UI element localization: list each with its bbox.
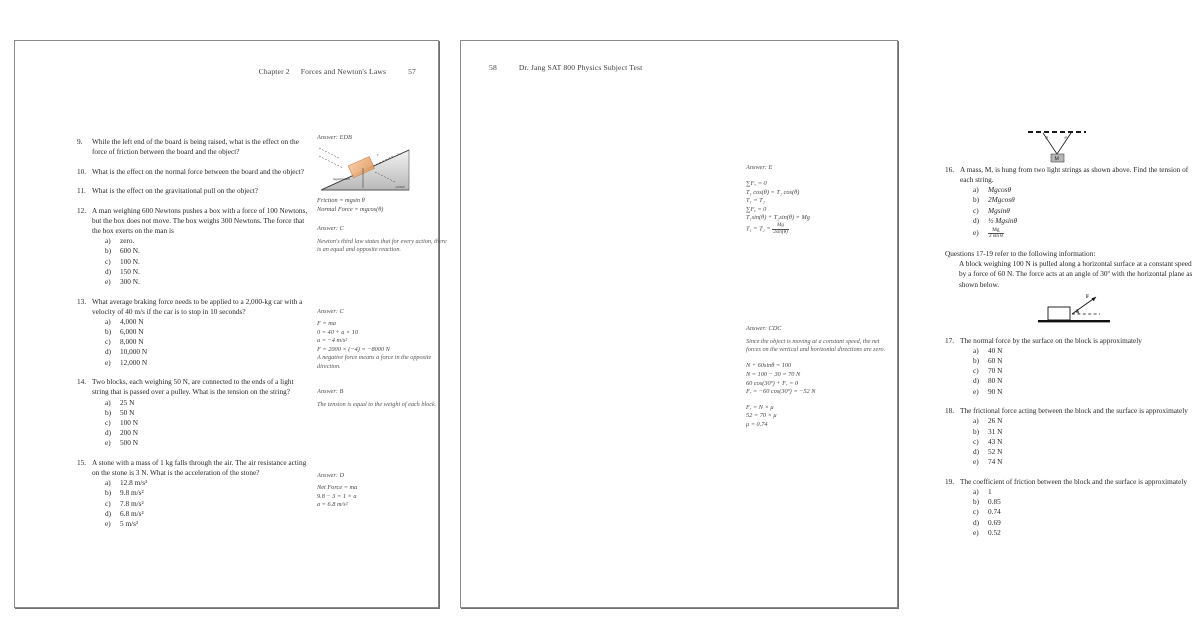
left-question-column <box>77 137 309 539</box>
choice[interactable] <box>960 346 1200 356</box>
choice-label: a) <box>105 316 111 326</box>
choice-text: 0.74 <box>988 507 1001 517</box>
choice[interactable] <box>960 528 1200 538</box>
choice[interactable] <box>960 376 1200 386</box>
choice-text: 500 N <box>120 438 139 448</box>
choice-text: 50 N <box>120 407 135 417</box>
choice-text: 40 N <box>988 345 1003 355</box>
answer-13-line-1: F = ma <box>317 320 336 327</box>
choice[interactable] <box>92 428 309 438</box>
choice[interactable] <box>92 358 309 368</box>
answer-block-12 <box>317 225 449 254</box>
question-16 <box>945 165 1200 240</box>
choice-text: 52 N <box>988 446 1003 456</box>
left-page-number: 57 <box>408 67 416 76</box>
block-on-surface-svg <box>1036 294 1128 328</box>
question-15-choices <box>92 478 309 529</box>
question-18 <box>945 406 1200 467</box>
answer-17-19-line-7: μ = 0.74 <box>746 420 768 428</box>
choice-text: 31 N <box>988 426 1003 436</box>
choice[interactable] <box>92 478 309 488</box>
choice-label: d) <box>105 508 112 518</box>
passage-body: A block weighing 100 N is pulled along a horizontal surface at a constant speed by a force of 60 N. The force acts at an angle of 30º with the horizontal plane as shown below. <box>959 259 1193 289</box>
fraction-denominator: 2 sin θ <box>989 233 1003 240</box>
question-17-stem: The normal force by the surface on the block is approximately <box>960 335 1142 345</box>
answer-12-note: Newton's third law states that for every action, there is an equal and opposite reaction. <box>317 238 447 254</box>
question-9 <box>77 137 309 157</box>
question-14-choices <box>92 398 309 449</box>
choice-label: b) <box>973 426 980 436</box>
left-running-head-chapter: Chapter 2 <box>258 67 290 76</box>
choice[interactable] <box>960 447 1200 457</box>
choice-label: c) <box>105 337 111 347</box>
choice[interactable] <box>960 487 1200 497</box>
choice[interactable] <box>960 226 1200 240</box>
inclined-plane-svg <box>317 144 422 196</box>
angle-right-label: θ <box>1064 135 1067 140</box>
choice[interactable] <box>960 427 1200 437</box>
question-16-stem: A mass, M, is hung from two light strings as shown above. Find the tension of each string. <box>960 165 1189 185</box>
answer-16-line-1: ∑Fₓ = 0 <box>746 180 767 187</box>
choice-label: e) <box>973 386 979 396</box>
question-11-number: 11. <box>77 186 86 196</box>
force-label: F <box>1086 295 1090 301</box>
question-12 <box>77 206 309 287</box>
answer-9-11-line-1: Friction = mgsin θ <box>317 197 365 204</box>
question-12-choices <box>92 236 309 287</box>
choice[interactable] <box>92 499 309 509</box>
choice-text: ½ Mgsinθ <box>988 215 1018 225</box>
choice-text: 10,000 N <box>120 347 148 357</box>
choice[interactable] <box>92 418 309 428</box>
choice[interactable] <box>92 347 309 357</box>
answer-15-heading: Answer: D <box>317 472 345 479</box>
choice[interactable] <box>92 257 309 267</box>
right-question-column <box>945 123 1200 547</box>
answer-13-heading: Answer: C <box>317 308 344 315</box>
question-19-choices <box>960 487 1200 538</box>
choice[interactable] <box>960 356 1200 366</box>
choice-text: 26 N <box>988 416 1003 426</box>
choice[interactable] <box>960 457 1200 467</box>
choice-label: d) <box>973 446 980 456</box>
svg-text:\u03b8: \u03b8 <box>395 185 405 189</box>
question-16-choices <box>960 185 1200 240</box>
choice-label: b) <box>105 407 112 417</box>
choice-label: b) <box>973 195 980 205</box>
choice-label: d) <box>973 215 980 225</box>
hanging-mass-label: M <box>1054 157 1059 163</box>
answer-block-13 <box>317 308 449 371</box>
choice-text: 12.8 m/s² <box>120 478 148 488</box>
choice-text: 1 <box>988 486 992 496</box>
choice-text: 43 N <box>988 436 1003 446</box>
question-13 <box>77 297 309 368</box>
choice-text: 74 N <box>988 457 1003 467</box>
question-18-choices <box>960 416 1200 467</box>
choice-text: 80 N <box>988 376 1003 386</box>
choice[interactable] <box>92 398 309 408</box>
question-15 <box>77 458 309 529</box>
choice-label: a) <box>973 486 979 496</box>
answer-13-line-2: 0 = 40 + a × 10 <box>317 328 359 336</box>
question-9-stem: While the left end of the board is being raised, what is the effect on the force of friction between the board and the object? <box>92 137 299 157</box>
choice-label: e) <box>973 527 979 537</box>
choice-label: c) <box>105 417 111 427</box>
choice-label: e) <box>973 228 979 237</box>
choice-label: e) <box>105 519 111 529</box>
choice-label: b) <box>973 497 980 507</box>
choice[interactable] <box>960 366 1200 376</box>
svg-text:F: F <box>377 153 379 157</box>
passage-17-19 <box>945 249 1200 289</box>
choice[interactable] <box>92 317 309 327</box>
choice-text: 0.85 <box>988 497 1001 507</box>
choice-text: Mgcosθ <box>988 185 1012 195</box>
svg-text:mgsin\u03b8: mgsin\u03b8 <box>333 177 350 181</box>
right-page <box>460 40 1193 608</box>
choice-label: e) <box>105 276 111 286</box>
choice[interactable] <box>92 327 309 337</box>
choice-text: 600 N. <box>120 246 140 256</box>
choice[interactable] <box>960 216 1200 226</box>
question-11-stem: What is the effect on the gravitational pull on the object? <box>92 186 259 196</box>
block-on-surface-figure <box>1036 294 1128 328</box>
answer-13-line-4: F = 2000 × (−4) = −8000 N <box>317 345 390 353</box>
choice-label: c) <box>973 366 979 376</box>
question-13-choices <box>92 317 309 368</box>
answer-16-line-2: T₁ cos(θ) = T₂ cos(θ) <box>746 188 800 196</box>
answer-16-fraction <box>772 223 789 235</box>
answer-9-11-heading: Answer: EDB <box>317 134 352 141</box>
choice[interactable] <box>960 507 1200 517</box>
choice-text: zero. <box>120 236 135 246</box>
question-9-number: 9. <box>77 137 83 146</box>
answer-9-11-line-2: Normal Force = mgcos(θ) <box>317 205 384 213</box>
left-page-running-head <box>259 67 416 76</box>
answer-17-19-line-1: N + 60sinθ = 100 <box>746 362 792 370</box>
question-19-stem: The coefficient of friction between the block and the surface is approximately <box>960 476 1187 486</box>
answer-block-14 <box>317 388 449 409</box>
answer-14-note: The tension is equal to the weight of each block. <box>317 401 437 408</box>
choice-text: 4,000 N <box>120 316 144 326</box>
choice-label: a) <box>105 397 111 407</box>
answer-15-line-1: Net Force = ma <box>317 484 358 491</box>
choice-text: 7.8 m/s² <box>120 498 144 508</box>
question-19 <box>945 477 1200 538</box>
answer-16-heading: Answer: E <box>746 164 773 171</box>
choice[interactable] <box>960 195 1200 205</box>
choice-label: d) <box>973 517 980 527</box>
choice-label: d) <box>105 266 112 276</box>
answer-block-17-19 <box>746 325 888 430</box>
choice[interactable] <box>960 416 1200 426</box>
choice-label: a) <box>105 478 111 488</box>
answer-12-heading: Answer: C <box>317 225 344 232</box>
fraction-numerator: Mg <box>988 228 1004 235</box>
choice-text: 8,000 N <box>120 337 144 347</box>
svg-text:cos: cos <box>397 152 402 156</box>
right-page-number: 58 <box>489 63 497 72</box>
choice-label: b) <box>105 246 112 256</box>
choice-text: 100 N <box>120 417 139 427</box>
choice-label: c) <box>105 498 111 508</box>
choice[interactable] <box>92 488 309 498</box>
choice-label: a) <box>973 416 979 426</box>
left-page <box>14 40 447 608</box>
choice-text: 300 N. <box>120 276 140 286</box>
choice-label: e) <box>973 457 979 467</box>
answer-17-19-line-6: 52 = 70 × μ <box>746 412 777 420</box>
question-11 <box>77 186 309 196</box>
answer-16-line-3: T₁ = T₂ <box>746 197 765 205</box>
choice-text: 25 N <box>120 397 135 407</box>
choice-label: c) <box>973 205 979 215</box>
choice[interactable] <box>960 437 1200 447</box>
answer-17-19-line-3: 60 cos(30º) + Fᵣ = 0 <box>746 379 799 387</box>
answer-block-15 <box>317 472 449 510</box>
answer-13-line-3: a = −4 m/s² <box>317 337 348 345</box>
question-14-number: 14. <box>77 377 87 387</box>
question-19-number: 19. <box>945 476 955 486</box>
answer-13-note: A negative force means a force in the opposite direction. <box>317 354 432 370</box>
choice-label: d) <box>973 376 980 386</box>
choice-text: 2Mgcosθ <box>988 195 1015 205</box>
choice[interactable] <box>92 438 309 448</box>
choice-label: d) <box>105 347 112 357</box>
question-12-stem: A man weighing 600 Newtons pushes a box with a force of 100 Newtons, but the box does not move. The box weighs 300 Newtons. The force that the box exerts on the man is <box>92 205 308 236</box>
choice-text: 6,000 N <box>120 327 144 337</box>
angle-label: θ <box>1076 309 1079 314</box>
choice[interactable] <box>960 387 1200 397</box>
left-running-head-title: Forces and Newton's Laws <box>300 67 387 76</box>
choice-label: a) <box>105 236 111 246</box>
answer-17-19-line-4: Fᵣ = −60 cos(30º) = −52 N <box>746 388 816 396</box>
inclined-plane-figure <box>317 144 422 196</box>
question-12-number: 12. <box>77 205 87 215</box>
answer-9-11-equations <box>317 197 449 214</box>
choice-text: 200 N <box>120 428 139 438</box>
choice-label: a) <box>973 185 979 195</box>
right-running-head-title: Dr. Jang SAT 800 Physics Subject Test <box>518 63 643 72</box>
answer-14-heading: Answer: B <box>317 388 344 395</box>
choice-fraction <box>988 228 1004 240</box>
question-17-choices <box>960 346 1200 397</box>
choice-label: d) <box>105 428 112 438</box>
fraction-numerator: Mg <box>772 223 789 230</box>
choice-text: 0.52 <box>988 527 1001 537</box>
passage-lead: Questions 17-19 refer to the following information: <box>945 249 1096 259</box>
angle-left-label: θ <box>1045 135 1048 140</box>
choice-label: b) <box>105 488 112 498</box>
choice[interactable] <box>960 518 1200 528</box>
choice[interactable] <box>92 519 309 529</box>
choice-text: 70 N <box>988 366 1003 376</box>
choice-text: Mgsinθ <box>988 205 1010 215</box>
question-18-stem: The frictional force acting between the block and the surface is approximately <box>960 406 1188 416</box>
question-15-stem: A stone with a mass of 1 kg falls through the air. The air resistance acting on the stone is 3 N. What is the acceleration of the stone? <box>92 458 307 478</box>
choice[interactable] <box>92 267 309 277</box>
choice-text: 90 N <box>988 386 1003 396</box>
answer-16-line-5: T₁sin(θ) + T₂sin(θ) = Mg <box>746 214 810 222</box>
choice-label: a) <box>973 345 979 355</box>
right-page-running-head <box>489 63 642 72</box>
choice[interactable] <box>92 408 309 418</box>
question-14 <box>77 377 309 448</box>
answer-15-line-2: 9.8 − 3 = 1 × a <box>317 492 357 500</box>
answer-17-19-line-5: Fᵣ = N × μ <box>746 403 774 411</box>
choice[interactable] <box>960 185 1200 195</box>
choice-text: 0.69 <box>988 517 1001 527</box>
choice[interactable] <box>960 206 1200 216</box>
question-10-number: 10. <box>77 166 87 176</box>
answer-17-19-line-2: N = 100 − 30 = 70 N <box>746 371 801 378</box>
question-14-stem: Two blocks, each weighing 50 N, are connected to the ends of a light string that is passed over a pulley. What is the tension on the string? <box>92 377 294 397</box>
question-13-number: 13. <box>77 296 87 306</box>
question-17 <box>945 336 1200 397</box>
answer-17-19-heading: Answer: CDC <box>746 325 782 332</box>
choice[interactable] <box>92 236 309 246</box>
answer-block-16 <box>746 164 888 235</box>
answer-16-final <box>746 223 888 235</box>
question-13-stem: What average braking force needs to be applied to a 2,000-kg car with a velocity of 40 m/s if the car is to stop in 10 seconds? <box>92 296 303 316</box>
choice-label: b) <box>105 327 112 337</box>
choice-label: c) <box>973 436 979 446</box>
answer-16-line-4: ∑Fᵧ = 0 <box>746 205 767 213</box>
choice-text: 5 m/s² <box>120 519 139 529</box>
choice[interactable] <box>92 337 309 347</box>
choice-text: 12,000 N <box>120 357 148 367</box>
answer-15-line-3: a = 6.8 m/s² <box>317 501 348 509</box>
choice-label: e) <box>105 438 111 448</box>
choice-text: 6.8 m/s² <box>120 508 144 518</box>
choice[interactable] <box>92 246 309 256</box>
choice-label: e) <box>105 357 111 367</box>
answer-16-final-lhs: T₁ = T₂ = <box>746 225 771 233</box>
choice-label: c) <box>105 256 111 266</box>
choice-label: c) <box>973 507 979 517</box>
answer-block-9-11 <box>317 134 449 141</box>
question-18-number: 18. <box>945 406 955 416</box>
choice-text: 60 N <box>988 355 1003 365</box>
choice-text: 9.8 m/s² <box>120 488 144 498</box>
question-15-number: 15. <box>77 458 87 468</box>
answer-17-19-note: Since the object is moving at a constant speed, the net forces on the vertical and horizontal directions are zero. <box>746 338 886 354</box>
choice-text: 150 N. <box>120 266 140 276</box>
choice-text: 100 N. <box>120 256 140 266</box>
choice[interactable] <box>92 277 309 287</box>
choice[interactable] <box>960 497 1200 507</box>
choice-label: b) <box>973 355 980 365</box>
choice[interactable] <box>92 509 309 519</box>
question-17-number: 17. <box>945 335 955 345</box>
question-10 <box>77 167 309 177</box>
question-10-stem: What is the effect on the normal force between the board and the object? <box>92 166 304 176</box>
fraction-denominator: 2sin(θ) <box>773 228 788 235</box>
question-16-number: 16. <box>945 165 955 174</box>
